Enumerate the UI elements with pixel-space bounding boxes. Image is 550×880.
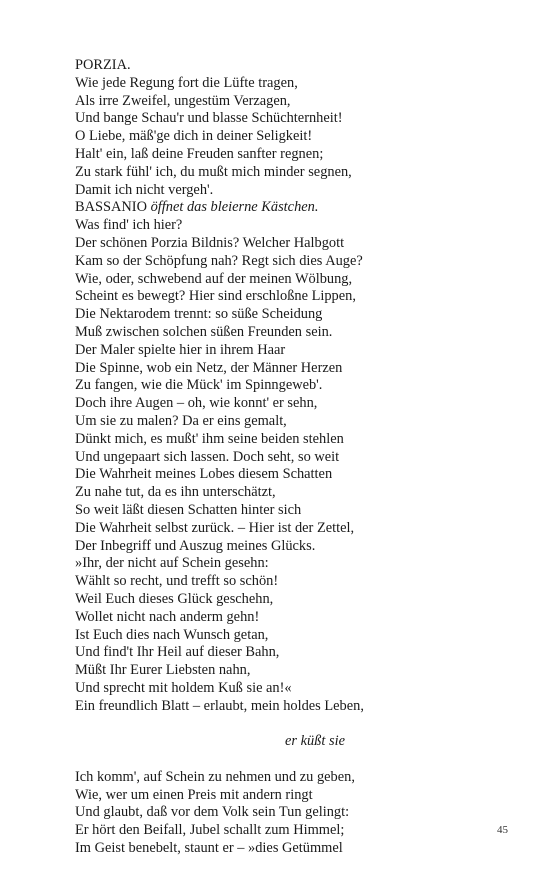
speaker-name: BASSANIO [75, 199, 151, 216]
scroll-verse-line: Wählt so recht, und trefft so schön! [75, 573, 279, 590]
play-text [75, 57, 495, 858]
scroll-verse-line: Weil Euch dieses Glück geschehn, [75, 590, 274, 607]
verse-line: Der schönen Porzia Bildnis? Welcher Halbgott [75, 234, 345, 251]
speaker-line [75, 199, 495, 217]
verse-line: O Liebe, mäß'ge dich in deiner Seligkeit! [75, 128, 313, 145]
verse-line: Scheint es bewegt? Hier sind erschloßne Lippen, [75, 288, 356, 305]
verse-line: So weit läßt diesen Schatten hinter sich [75, 501, 302, 518]
verse-line: Ein freundlich Blatt – erlaubt, mein holdes Leben, [75, 697, 364, 714]
verse-line: Doch ihre Augen – oh, wie konnt' er sehn, [75, 395, 318, 412]
verse-line: Was find' ich hier? [75, 217, 183, 234]
verse-line: Die Wahrheit meines Lobes diesem Schatten [75, 466, 333, 483]
verse-line: Und ungepaart sich lassen. Doch seht, so weit [75, 448, 340, 465]
verse-line: Und glaubt, daß vor dem Volk sein Tun gelingt: [75, 804, 350, 821]
verse-line: Wie jede Regung fort die Lüfte tragen, [75, 74, 298, 91]
verse-line: Dünkt mich, es mußt' ihm seine beiden stehlen [75, 430, 344, 447]
verse-line: Muß zwischen solchen süßen Freunden sein. [75, 323, 333, 340]
stage-direction: öffnet das bleierne Kästchen. [150, 199, 319, 216]
page-number: 45 [497, 824, 508, 836]
verse-line: Die Wahrheit selbst zurück. – Hier ist der Zettel, [75, 519, 355, 536]
verse-line: Der Maler spielte hier in ihrem Haar [75, 341, 286, 358]
stage-direction-kiss: er küßt sie [285, 733, 345, 750]
verse-line: Und bange Schau'r und blasse Schüchternheit! [75, 110, 343, 127]
scroll-verse-line: Wollet nicht nach anderm gehn! [75, 608, 260, 625]
blank-line [75, 751, 495, 769]
scroll-verse-line: Ist Euch dies nach Wunsch getan, [75, 626, 269, 643]
verse-line: Um sie zu malen? Da er eins gemalt, [75, 412, 287, 429]
verse-line: Damit ich nicht vergeh'. [75, 181, 214, 198]
verse-line: Zu nahe tut, da es ihn unterschätzt, [75, 484, 276, 501]
verse-line: Halt' ein, laß deine Freuden sanfter regnen; [75, 145, 324, 162]
speaker-name: PORZIA. [75, 57, 131, 73]
verse-line: Wie, wer um einen Preis mit andern ringt [75, 786, 313, 803]
verse-line: Die Nektarodem trennt: so süße Scheidung [75, 306, 323, 323]
scroll-verse-line: Und find't Ihr Heil auf dieser Bahn, [75, 644, 280, 661]
verse-line: Ich komm', auf Schein zu nehmen und zu geben, [75, 768, 355, 785]
verse-line: Zu fangen, wie die Mück' im Spinngeweb'. [75, 377, 323, 394]
verse-line: Im Geist benebelt, staunt er – »dies Getümmel [75, 840, 343, 857]
scroll-verse-line: Und sprecht mit holdem Kuß sie an!« [75, 679, 292, 696]
verse-line: Der Inbegriff und Auszug meines Glücks. [75, 537, 316, 554]
verse-line: Wie, oder, schwebend auf der meinen Wölbung, [75, 270, 353, 287]
scroll-verse-line: »Ihr, der nicht auf Schein gesehn: [75, 555, 269, 572]
blank-line [75, 715, 495, 733]
verse-line: Als irre Zweifel, ungestüm Verzagen, [75, 92, 291, 109]
verse-line: Er hört den Beifall, Jubel schallt zum Himmel; [75, 822, 345, 839]
verse-line: Zu stark fühl' ich, du mußt mich minder segnen, [75, 163, 352, 180]
scroll-verse-line: Müßt Ihr Eurer Liebsten nahn, [75, 662, 251, 679]
verse-line: Kam so der Schöpfung nah? Regt sich dies Auge? [75, 252, 363, 269]
verse-line: Die Spinne, wob ein Netz, der Männer Herzen [75, 359, 343, 376]
